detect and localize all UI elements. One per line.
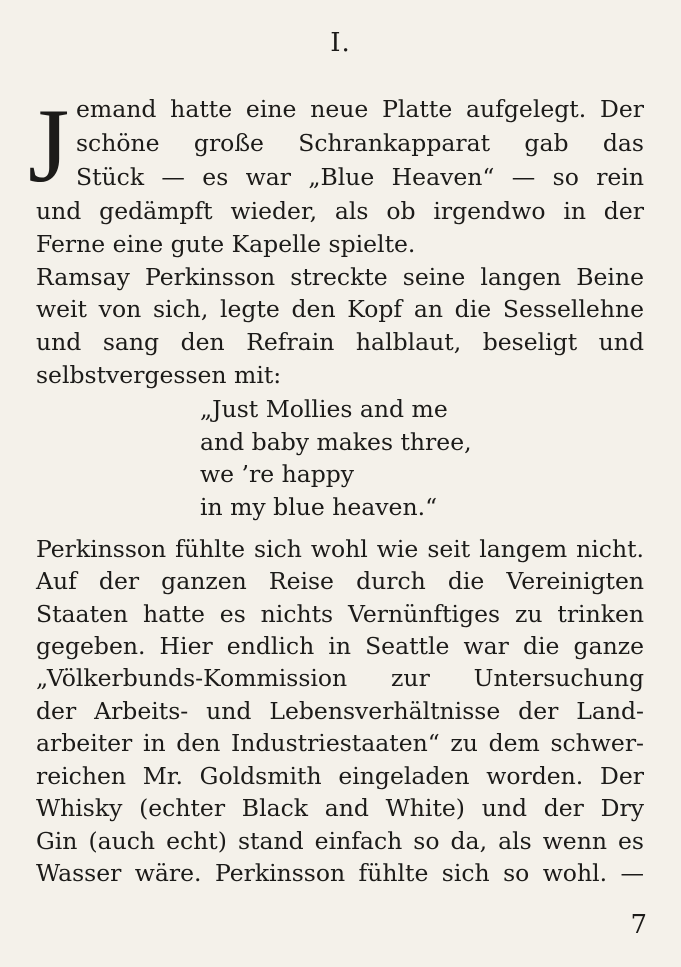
verse-line: we ’re happy (200, 460, 355, 488)
text-line: emand hatte eine neue Platte aufgelegt. Der (76, 95, 644, 123)
text-line: „Völkerbunds-Kommission zur Untersuchung (36, 664, 644, 692)
text-line: Stück — es war „Blue Heaven“ — so rein (76, 163, 644, 191)
text-line: Gin (auch echt) stand einfach so da, als wenn es (36, 827, 644, 855)
text-line: Ferne eine gute Kapelle spielte. (36, 230, 416, 258)
text-line: selbstvergessen mit: (36, 361, 282, 389)
text-line: reichen Mr. Goldsmith eingeladen worden. Der (36, 762, 644, 790)
text-line: Whisky (echter Black and White) und der Dry (36, 794, 644, 822)
verse-line: „Just Mollies and me (200, 395, 448, 423)
text-line: Wasser wäre. Perkinsson fühlte sich so wohl. — (36, 859, 644, 887)
drop-cap-letter: J (28, 87, 70, 204)
text-line: Ramsay Perkinsson streckte seine langen Beine (36, 263, 644, 291)
verse-line: in my blue heaven.“ (200, 493, 438, 521)
text-line: weit von sich, legte den Kopf an die Sessellehne (36, 295, 644, 323)
verse-line: and baby makes three, (200, 428, 472, 456)
page-number: 7 (630, 910, 647, 940)
text-line: Auf der ganzen Reise durch die Vereinigten (36, 567, 644, 595)
text-line: und sang den Refrain halblaut, beseligt und (36, 328, 644, 356)
text-line: schöne große Schrankapparat gab das (76, 129, 644, 157)
text-line: arbeiter in den Industriestaaten“ zu dem schwer- (36, 729, 644, 757)
text-line: gegeben. Hier endlich in Seattle war die ganze (36, 632, 644, 660)
text-line: Perkinsson fühlte sich wohl wie seit langem nicht. (36, 535, 644, 563)
text-line: und gedämpft wieder, als ob irgendwo in der (36, 197, 644, 225)
chapter-number: I. (330, 28, 351, 58)
text-line: Staaten hatte es nichts Vernünftiges zu trinken (36, 600, 644, 628)
text-line: der Arbeits- und Lebensverhältnisse der Land- (36, 697, 644, 725)
